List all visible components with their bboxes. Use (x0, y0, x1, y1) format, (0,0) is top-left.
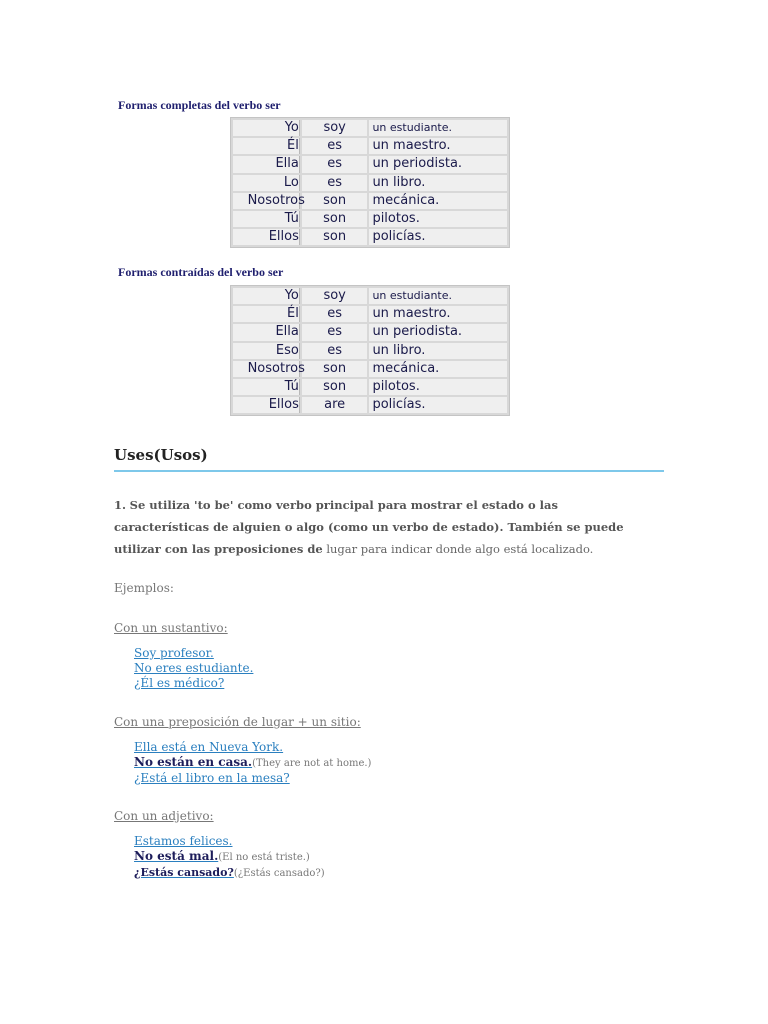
table-row (233, 120, 507, 136)
pronoun-cell: Ella (233, 324, 300, 340)
verb-cell: es (302, 138, 368, 154)
complement-cell: policías. (369, 229, 507, 245)
pronoun-cell: Él (233, 306, 300, 322)
examples-label: Ejemplos: (114, 581, 174, 595)
pronoun-cell: Tú (233, 211, 300, 227)
pronoun-cell: Él (233, 138, 300, 154)
adjective-subheading: Con un adjetivo: (114, 809, 214, 823)
pronoun-cell: Ellos (233, 229, 300, 245)
uses-heading: Uses(Usos) (114, 446, 208, 464)
example-line[interactable]: Soy profesor. (134, 646, 214, 660)
example-line (134, 865, 325, 881)
noun-subheading: Con un sustantivo: (114, 621, 228, 635)
table-row (233, 193, 507, 209)
verb-cell: are (302, 397, 368, 413)
example-line[interactable]: No eres estudiante. (134, 661, 254, 675)
verb-cell: es (302, 156, 368, 172)
complement-cell: mecánica. (369, 361, 507, 377)
complement-cell: un periodista. (369, 156, 507, 172)
example-line (134, 755, 371, 771)
preposition-subheading: Con una preposición de lugar + un sitio: (114, 715, 361, 729)
example-note: (¿Estás cansado?) (233, 868, 325, 879)
pronoun-text: Nosotros (247, 360, 305, 376)
section-title-contracted-forms: Formas contraídas del verbo ser (118, 265, 284, 279)
table-row (233, 175, 507, 191)
example-line[interactable]: ¿Está el libro en la mesa? (134, 771, 290, 785)
example-line[interactable]: ¿Él es médico? (134, 676, 225, 690)
table-row (233, 324, 507, 340)
complement-cell: un periodista. (369, 324, 507, 340)
example-note: (They are not at home.) (252, 758, 372, 769)
complement-cell: un estudiante. (369, 288, 507, 304)
complement-cell: un libro. (369, 343, 507, 359)
complement-cell: mecánica. (369, 193, 507, 209)
verb-cell: son (302, 211, 368, 227)
example-bold[interactable]: No están en casa. (134, 755, 253, 769)
table-row (233, 379, 507, 395)
noun-examples (134, 646, 253, 691)
example-bold[interactable]: ¿Estás cansado? (134, 866, 234, 879)
uses-paragraph (114, 494, 634, 560)
pronoun-cell: Ellos (233, 397, 300, 413)
table-row (233, 138, 507, 154)
adjective-examples (134, 834, 325, 881)
complement-cell: un maestro. (369, 138, 507, 154)
table-row (233, 288, 507, 304)
pronoun-cell: Ella (233, 156, 300, 172)
paragraph-number: 1. (114, 498, 127, 512)
verb-cell: es (302, 175, 368, 191)
pronoun-cell (233, 192, 305, 209)
paragraph-bold-text: Se utiliza 'to be' como verbo principal para mostrar el estado o las características de alguien o algo (como un verbo de estado). También se puede utilizar con las preposiciones de (114, 498, 624, 556)
example-line[interactable]: Ella está en Nueva York. (134, 740, 284, 754)
verb-cell: son (302, 229, 368, 245)
verb-cell: son (302, 193, 368, 209)
pronoun-cell (233, 360, 305, 377)
complement-cell: policías. (369, 397, 507, 413)
verb-cell: son (302, 361, 368, 377)
verb-cell: soy (302, 288, 368, 304)
heading-divider (114, 470, 664, 472)
complement-cell: pilotos. (369, 211, 507, 227)
complement-cell: un libro. (369, 175, 507, 191)
complement-cell: pilotos. (369, 379, 507, 395)
example-line (134, 849, 325, 865)
verb-cell: es (302, 324, 368, 340)
full-forms-table (230, 117, 510, 248)
example-note: (El no está triste.) (218, 852, 310, 863)
section-title-full-forms: Formas completas del verbo ser (118, 98, 281, 112)
paragraph-text: lugar para indicar donde algo está localizado. (326, 542, 594, 556)
contracted-forms-table (230, 285, 510, 416)
pronoun-cell: Yo (233, 288, 300, 304)
table-row (233, 229, 507, 245)
pronoun-cell: Lo (233, 175, 300, 191)
pronoun-text: Nosotros (247, 192, 305, 208)
preposition-examples (134, 740, 371, 786)
pronoun-cell: Yo (233, 120, 300, 136)
verb-cell: es (302, 306, 368, 322)
table-row (233, 343, 507, 359)
verb-cell: soy (302, 120, 368, 136)
table-row (233, 156, 507, 172)
table-row (233, 397, 507, 413)
pronoun-cell: Eso (233, 343, 300, 359)
verb-cell: es (302, 343, 368, 359)
complement-cell: un estudiante. (369, 120, 507, 136)
complement-cell: un maestro. (369, 306, 507, 322)
table-row (233, 361, 507, 377)
example-line[interactable]: Estamos felices. (134, 834, 233, 848)
verb-cell: son (302, 379, 368, 395)
pronoun-cell: Tú (233, 379, 300, 395)
table-row (233, 211, 507, 227)
example-bold[interactable]: No está mal. (134, 849, 219, 863)
table-row (233, 306, 507, 322)
